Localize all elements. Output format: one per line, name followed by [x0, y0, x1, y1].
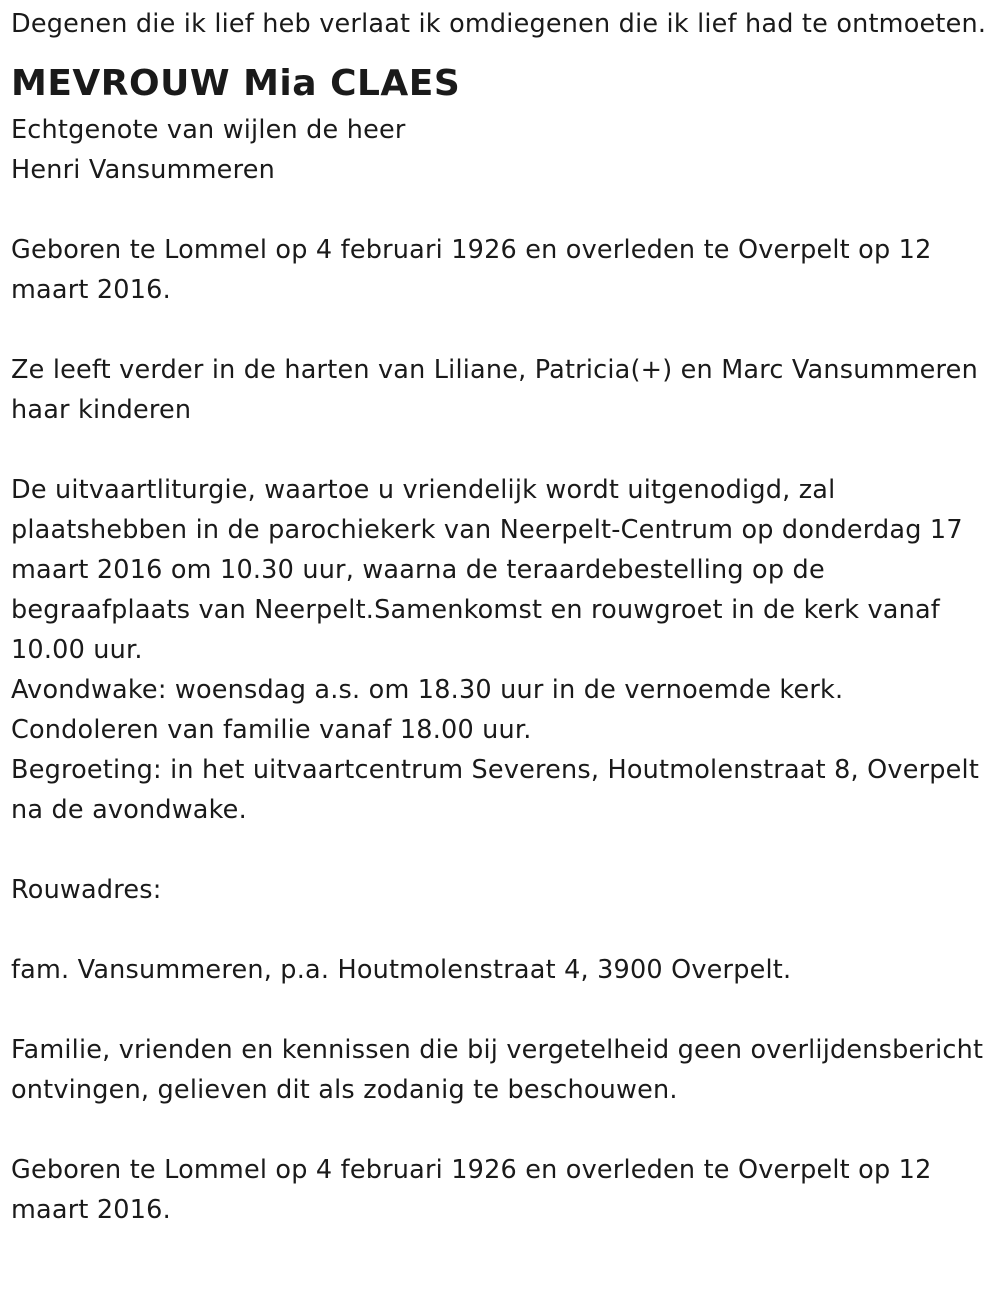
disclaimer-paragraph: Familie, vrienden en kennissen die bij vergetelheid geen overlijdensbericht ontvingen, gelieven dit als zodanig te beschouwen. [11, 1035, 984, 1105]
greeting-line: Begroeting: in het uitvaartcentrum Severens, Houtmolenstraat 8, Overpelt na de avondwake. [11, 755, 980, 825]
address-line: fam. Vansummeren, p.a. Houtmolenstraat 4, 3900 Overpelt. [11, 955, 792, 985]
wake-line: Avondwake: woensdag a.s. om 18.30 uur in de vernoemde kerk. [11, 675, 844, 705]
spacer [11, 910, 991, 950]
spouse-line-1: Echtgenote van wijlen de heer [11, 115, 406, 145]
spacer [11, 310, 991, 350]
spacer [11, 830, 991, 870]
condolences-line: Condoleren van familie vanaf 18.00 uur. [11, 715, 532, 745]
survivors-paragraph: Ze leeft verder in de harten van Liliane, Patricia(+) en Marc Vansummeren haar kinderen [11, 355, 978, 425]
spacer [11, 430, 991, 470]
birth-death-paragraph: Geboren te Lommel op 4 februari 1926 en overleden te Overpelt op 12 maart 2016. [11, 235, 932, 305]
birth-death-repeat-paragraph: Geboren te Lommel op 4 februari 1926 en overleden te Overpelt op 12 maart 2016. [11, 1155, 932, 1225]
motto: Degenen die ik lief heb verlaat ik omdiegenen die ik lief had te ontmoeten. [11, 9, 987, 39]
spacer [11, 1110, 991, 1150]
spouse-line-2: Henri Vansummeren [11, 155, 275, 185]
death-notice [11, 4, 991, 1230]
funeral-paragraph: De uitvaartliturgie, waartoe u vriendelijk wordt uitgenodigd, zal plaatshebben in de parochiekerk van Neerpelt-Centrum op donderdag 17 maart 2016 om 10.30 uur, waarna de teraardebestelling op de begraafplaats van Neerpelt.Samenkomst en rouwgroet in de kerk vanaf 10.00 uur. [11, 475, 963, 665]
deceased-name: MEVROUW Mia CLAES [11, 63, 461, 104]
spacer [11, 990, 991, 1030]
spacer [11, 190, 991, 230]
address-label: Rouwadres: [11, 875, 162, 905]
